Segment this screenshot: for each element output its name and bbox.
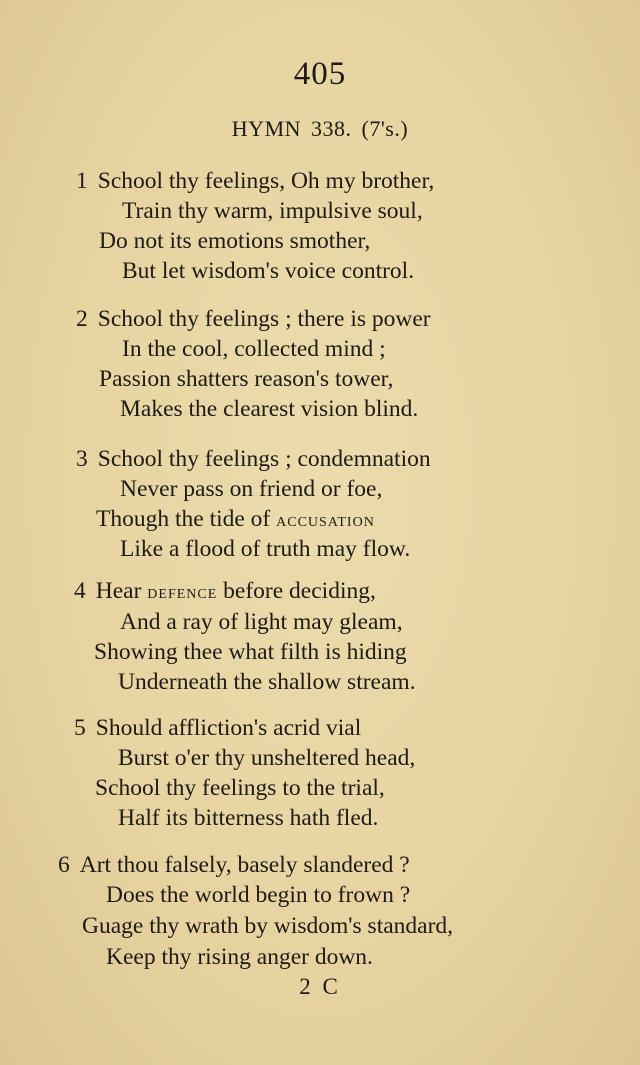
stanza-line: Keep thy rising anger down. [106, 944, 373, 970]
stanza-line-text: Though the tide of [96, 506, 277, 532]
stanza-line [76, 444, 431, 474]
stanza-number: 4 [74, 578, 86, 604]
stanza-line: Do not its emotions smother, [99, 228, 371, 254]
stanza-line: School thy feelings to the trial, [95, 775, 385, 801]
stanza-number: 3 [76, 446, 88, 472]
hymn-title: HYMN 338. (7's.) [231, 116, 409, 141]
stanza-line: Passion shatters reason's tower, [99, 366, 394, 392]
stanza-line-text: before deciding, [217, 578, 376, 604]
stanza-line: And a ray of light may gleam, [120, 609, 403, 635]
stanza-line: In the cool, collected mind ; [122, 336, 386, 362]
stanza-line-text: Should affliction's acrid vial [95, 715, 362, 741]
stanza-line: Like a flood of truth may flow. [120, 536, 411, 562]
stanza-line [74, 576, 376, 607]
stanza-line-text: Hear [95, 578, 148, 604]
stanza-line [74, 713, 361, 743]
stanza-number: 5 [74, 715, 86, 741]
stanza-line: Makes the clearest vision blind. [120, 396, 419, 422]
stanza-line-text: Art thou falsely, basely slandered ? [79, 852, 410, 878]
stanza-line: Burst o'er thy unsheltered head, [118, 745, 416, 771]
stanza-line: But let wisdom's voice control. [122, 258, 415, 284]
stanza-number: 6 [58, 852, 70, 878]
stanza-line: Showing thee what filth is hiding [94, 639, 407, 665]
stanza-line [76, 166, 434, 196]
stanza-line [58, 850, 410, 880]
stanza-line: Never pass on friend or foe, [120, 476, 383, 502]
signature-mark: 2 C [299, 974, 341, 999]
stanza-number: 1 [76, 168, 88, 194]
stanza-line: Underneath the shallow stream. [118, 669, 416, 695]
page-number: 405 [293, 56, 347, 92]
stanza-line: Train thy warm, impulsive soul, [122, 198, 423, 224]
small-caps-word: defence [147, 581, 218, 603]
stanza-line: Half its bitterness hath fled. [118, 805, 379, 831]
stanza-line [76, 304, 431, 334]
small-caps-word: accusation [276, 509, 375, 531]
stanza-number: 2 [76, 306, 88, 332]
stanza-line-text: School thy feelings, Oh my brother, [97, 168, 435, 194]
stanza-line: Does the world begin to frown ? [106, 882, 411, 908]
stanza-line: Guage thy wrath by wisdom's standard, [82, 913, 454, 939]
stanza-line-text: School thy feelings ; condemnation [97, 446, 431, 472]
stanza-line [96, 504, 375, 535]
stanza-line-text: School thy feelings ; there is power [97, 306, 431, 332]
